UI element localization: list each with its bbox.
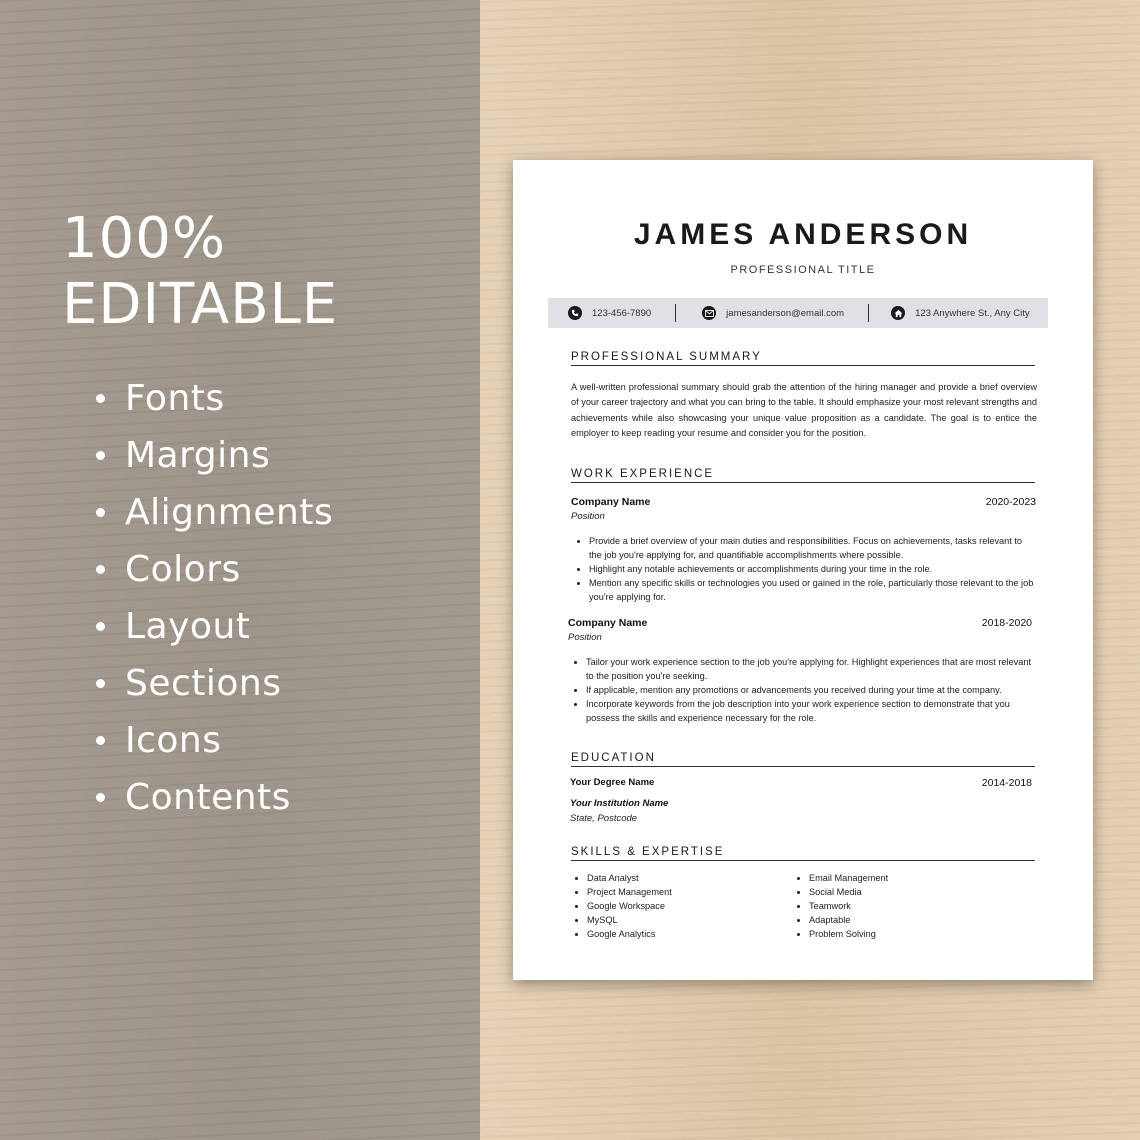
feature-label: Fonts xyxy=(125,378,225,419)
resume-name: JAMES ANDERSON xyxy=(633,218,973,251)
resume-title: PROFESSIONAL TITLE xyxy=(730,264,876,276)
feature-label: Sections xyxy=(125,663,282,704)
email-text: jamesanderson@email.com xyxy=(726,307,845,319)
bullet-dot xyxy=(96,736,105,745)
list-item: • Data Analyst xyxy=(587,871,787,885)
feature-label: Alignments xyxy=(125,492,334,533)
list-item: • Incorporate keywords from the job description into your work experience section to demonstrate that you possess the skills and experience necessary for the role. xyxy=(586,697,1037,725)
job-company: Company Name xyxy=(571,496,651,508)
job-company: Company Name xyxy=(568,617,648,629)
phone-text: 123-456-7890 xyxy=(592,307,652,319)
feature-label: Contents xyxy=(125,777,291,818)
contact-divider xyxy=(868,304,869,322)
home-icon xyxy=(891,306,905,320)
address-text: 123 Anywhere St., Any City xyxy=(915,307,1030,319)
feature-list xyxy=(96,370,333,826)
feature-label: Icons xyxy=(125,720,222,761)
headline-line-1: 100% xyxy=(62,206,227,271)
list-item: • Google Analytics xyxy=(587,927,787,941)
feature-item xyxy=(96,484,333,541)
bullet-dot xyxy=(96,394,105,403)
job-position: Position xyxy=(571,511,605,522)
feature-item xyxy=(96,598,333,655)
feature-item xyxy=(96,655,333,712)
contact-email xyxy=(702,306,844,320)
education-institution: Your Institution Name xyxy=(570,798,669,809)
education-heading: EDUCATION xyxy=(571,752,1035,767)
list-item: • Google Workspace xyxy=(587,899,787,913)
job-bullets xyxy=(571,534,1037,604)
bullet-dot xyxy=(96,793,105,802)
feature-item xyxy=(96,769,333,826)
email-icon xyxy=(702,306,716,320)
feature-item xyxy=(96,370,333,427)
list-item: • If applicable, mention any promotions or advancements you received during your time at the company. xyxy=(586,683,1037,697)
education-location: State, Postcode xyxy=(570,813,638,824)
phone-icon xyxy=(568,306,582,320)
education-dates: 2014-2018 xyxy=(981,777,1032,789)
education-degree: Your Degree Name xyxy=(570,777,655,788)
summary-text: A well-written professional summary should grab the attention of the hiring manager and provide a brief overview of your career trajectory and what you can bring to the table. It should emphasize your most relevant strengths and achievements while also showcasing your unique value proposition as a candidate. The goal is to entice the employer to keep reading your resume and consider you for the position. xyxy=(571,382,1037,439)
skills-list-1 xyxy=(571,871,787,941)
feature-item xyxy=(96,541,333,598)
list-item: • Mention any specific skills or technologies you used or gained in the role, particularly those relevant to the job you're applying for. xyxy=(589,576,1037,604)
bullet-dot xyxy=(96,508,105,517)
feature-label: Colors xyxy=(125,549,241,590)
contact-address xyxy=(891,306,1030,320)
list-item: • MySQL xyxy=(587,913,787,927)
resume-page xyxy=(513,160,1093,980)
bullet-dot xyxy=(96,679,105,688)
contact-divider xyxy=(675,304,676,322)
bullet-dot xyxy=(96,565,105,574)
job-bullets xyxy=(568,655,1037,725)
job-dates: 2018-2020 xyxy=(981,617,1032,629)
headline-line-2: EDITABLE xyxy=(62,272,339,337)
job-position: Position xyxy=(568,632,602,643)
promo-headline xyxy=(62,206,338,338)
list-item: • Problem Solving xyxy=(809,927,1009,941)
list-item: • Email Management xyxy=(809,871,1009,885)
bullet-dot xyxy=(96,622,105,631)
list-item: • Social Media xyxy=(809,885,1009,899)
job-dates: 2020-2023 xyxy=(985,496,1036,508)
summary-heading: PROFESSIONAL SUMMARY xyxy=(571,351,1035,366)
list-item: • Highlight any notable achievements or accomplishments during your time in the role. xyxy=(589,562,1037,576)
list-item: • Provide a brief overview of your main duties and responsibilities. Focus on achievements, tasks relevant to the job you're applying for, and quantifiable accomplishments where possible. xyxy=(589,534,1037,562)
bullet-dot xyxy=(96,451,105,460)
list-item: • Tailor your work experience section to the job you're applying for. Highlight experiences that are most relevant to the position you're seeking. xyxy=(586,655,1037,683)
feature-item xyxy=(96,427,333,484)
list-item: • Teamwork xyxy=(809,899,1009,913)
experience-heading: WORK EXPERIENCE xyxy=(571,468,1035,483)
feature-label: Layout xyxy=(125,606,251,647)
feature-item xyxy=(96,712,333,769)
list-item: • Adaptable xyxy=(809,913,1009,927)
promo-panel xyxy=(0,0,480,1140)
list-item: • Project Management xyxy=(587,885,787,899)
contact-phone xyxy=(568,306,651,320)
skills-list-2 xyxy=(793,871,1009,941)
contact-bar xyxy=(548,298,1048,328)
feature-label: Margins xyxy=(125,435,271,476)
skills-heading: SKILLS & EXPERTISE xyxy=(571,846,1035,861)
